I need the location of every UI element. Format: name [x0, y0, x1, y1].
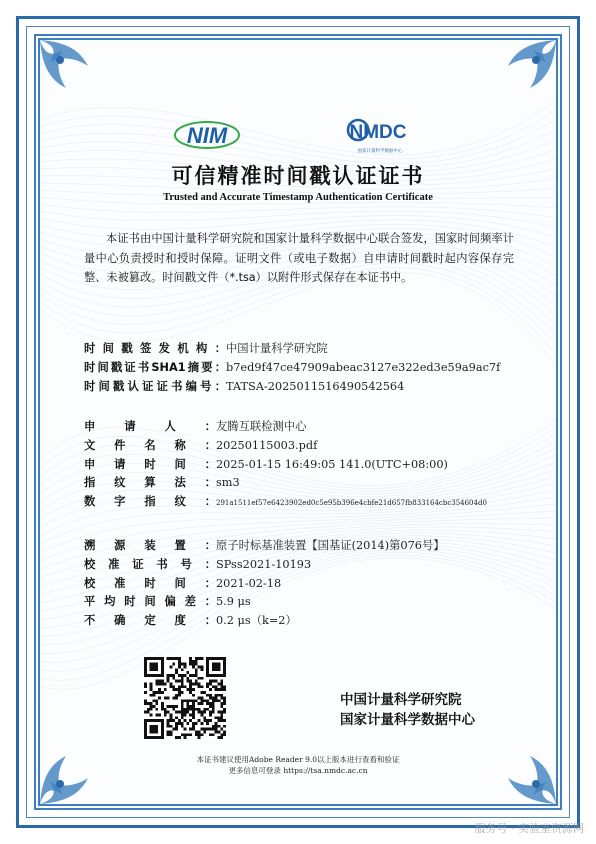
footer-note [0, 754, 596, 776]
field-row [84, 556, 544, 575]
field-label: 平均时间偏差： [84, 595, 216, 609]
watermark: 服务号 · 实验室资源网 [474, 822, 584, 835]
field-value: 291a1511ef57e6423902ed0c5e95b396e4cbfe21d657fb833164cbc354604d0 [216, 499, 487, 508]
field-row [84, 537, 544, 556]
nim-logo [175, 122, 239, 148]
field-label: 溯源装置： [84, 539, 216, 552]
field-value: 5.9 μs [216, 595, 251, 609]
intro-paragraph: 本证书由中国计量科学研究院和国家计量科学数据中心联合签发，国家时间频率计量中心负责授时和授时保障。证明文件（或电子数据）自申请时间戳时起内容保存完整、未被篡改。时间戳文件（*.tsa）以附件形式保存在本证书中。 [84, 232, 514, 284]
field-value: 2021-02-18 [216, 576, 282, 590]
nmdc-logo-text: NMDC [349, 122, 407, 143]
certificate-title: 可信精准时间戳认证证书 [171, 164, 425, 188]
field-value: TATSA-2025011516490542564 [226, 379, 405, 393]
nmdc-logo [348, 120, 407, 154]
field-row [84, 456, 544, 475]
field-value: b7ed9f47ce47909abeac3127e322ed3e59a9ac7f [226, 360, 501, 374]
field-row [84, 612, 544, 631]
issuing-organizations [340, 690, 475, 730]
field-value: 2025-01-15 16:49:05 141.0(UTC+08:00) [216, 457, 448, 471]
field-row [84, 378, 544, 397]
field-row [84, 575, 544, 594]
field-value: SPss2021-10193 [216, 557, 312, 571]
field-value: 中国计量科学研究院 [226, 342, 328, 355]
field-label: 校准时间： [84, 576, 216, 590]
field-label: 时间戳签发机构： [84, 342, 226, 355]
nim-logo-text: NIM [186, 123, 228, 148]
field-label: 申请时间： [84, 457, 216, 471]
field-value: 友腾互联检测中心 [216, 420, 307, 433]
field-row [84, 493, 544, 512]
issuer-section [84, 340, 544, 396]
qr-code[interactable] [144, 657, 226, 739]
footer-line: 本证书建议使用Adobe Reader 9.0以上版本进行查看和验证 [196, 755, 400, 764]
field-row [84, 418, 544, 437]
org-name: 中国计量科学研究院 [340, 692, 462, 708]
field-value: 0.2 μs（k=2） [216, 614, 297, 628]
field-label: 校准证书号： [84, 557, 216, 571]
footer-line: 更多信息可登录 https://tsa.nmdc.ac.cn [228, 766, 368, 775]
traceability-section [84, 537, 544, 631]
field-label: 数字指纹： [84, 495, 216, 509]
org-name: 国家计量科学数据中心 [340, 712, 475, 728]
field-label: 文件名称： [84, 438, 216, 452]
corner-ornament-top-left [36, 36, 116, 116]
applicant-section [84, 418, 544, 512]
field-row [84, 359, 544, 378]
field-label: 申请人： [84, 420, 216, 433]
field-value: 20250115003.pdf [216, 438, 318, 452]
field-row [84, 437, 544, 456]
field-row [84, 340, 544, 359]
certificate-subtitle: Trusted and Accurate Timestamp Authentication Certificate [163, 192, 433, 203]
field-label: 时间戳认证证书编号： [84, 379, 226, 393]
nmdc-logo-caption: 国家计量科学数据中心 [357, 149, 403, 154]
field-row [84, 474, 544, 493]
field-value: sm3 [216, 476, 240, 490]
field-row [84, 593, 544, 612]
field-label: 不确定度： [84, 614, 216, 628]
field-value: 原子时标基准装置【国基证(2014)第076号】 [216, 539, 445, 552]
field-label: 指纹算法： [84, 476, 216, 490]
field-label: 时间戳证书SHA1摘要： [84, 360, 226, 374]
header-logos [0, 112, 596, 158]
corner-ornament-top-right [480, 36, 560, 116]
